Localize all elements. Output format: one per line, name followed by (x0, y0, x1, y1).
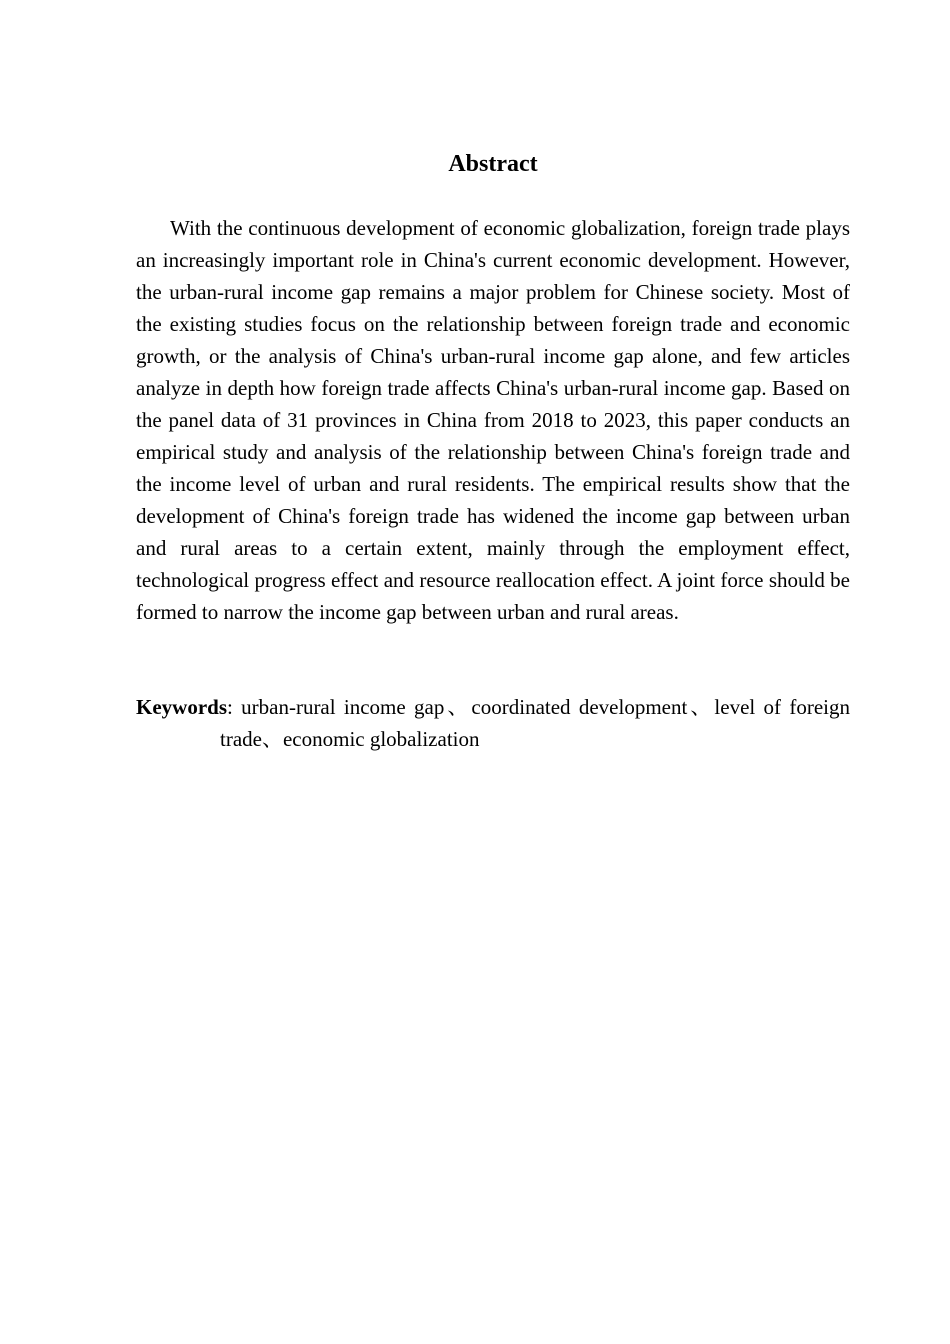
abstract-body: With the continuous development of economic globalization, foreign trade plays an increasingly important role in China's current economic development. However, the urban-rural income gap remains a major problem for Chinese society. Most of the existing studies focus on the relationship between foreign trade and economic growth, or the analysis of China's urban-rural income gap alone, and few articles analyze in depth how foreign trade affects China's urban-rural income gap. Based on the panel data of 31 provinces in China from 2018 to 2023, this paper conducts an empirical study and analysis of the relationship between China's foreign trade and the income level of urban and rural residents. The empirical results show that the development of China's foreign trade has widened the income gap between urban and rural areas to a certain extent, mainly through the employment effect, technological progress effect and resource reallocation effect. A joint force should be formed to narrow the income gap between urban and rural areas. (136, 216, 850, 624)
keywords-separator: : (227, 695, 242, 719)
keywords-label: Keywords (136, 695, 227, 719)
keywords-line (136, 691, 850, 755)
keywords-text: urban-rural income gap、coordinated development、level of foreign trade、economic globalization (220, 695, 850, 751)
abstract-title: Abstract (448, 151, 538, 177)
